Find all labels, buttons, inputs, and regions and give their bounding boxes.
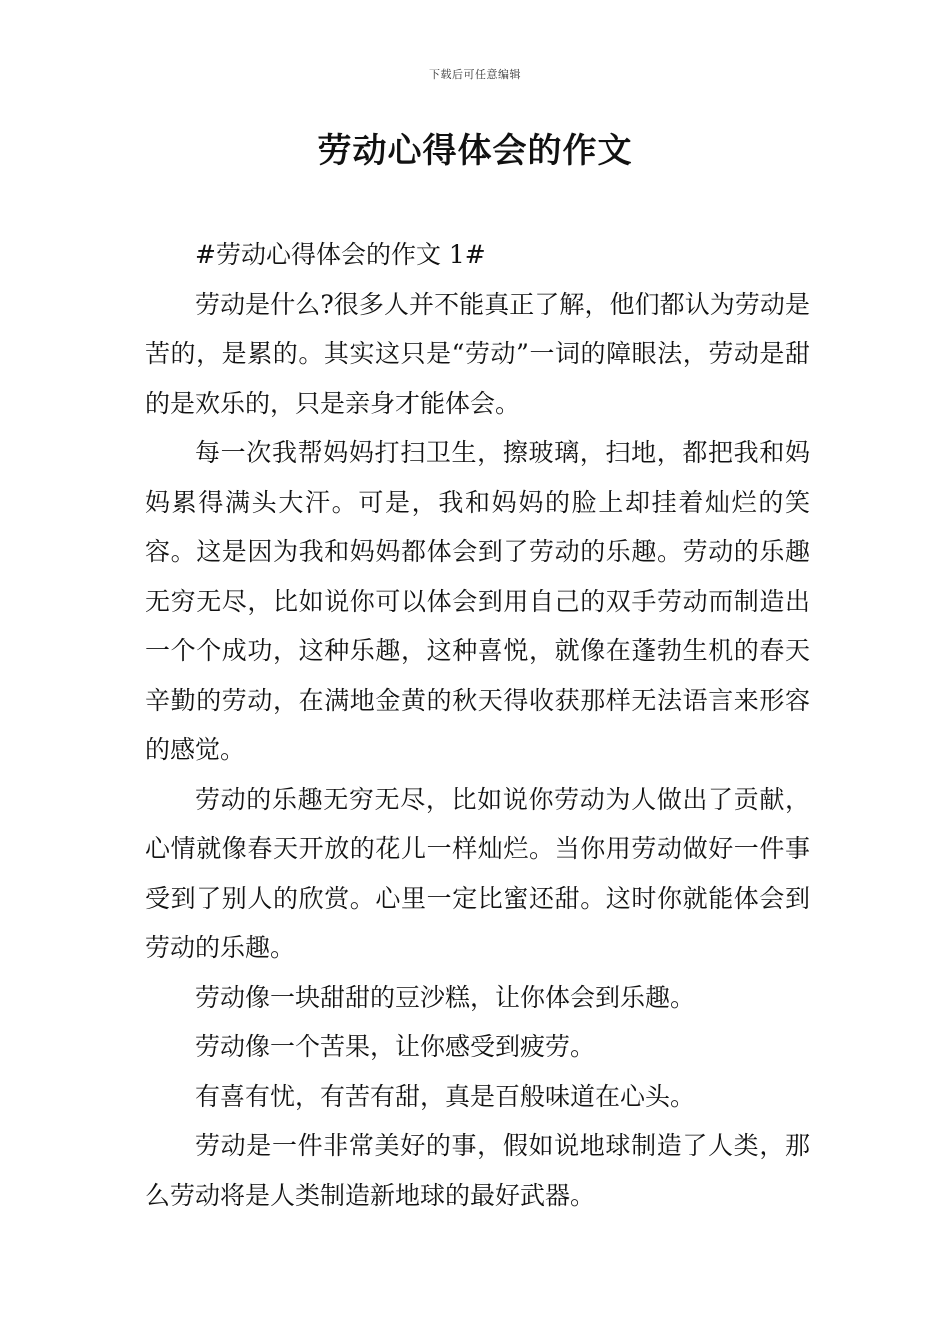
paragraph: 劳动像一个苦果，让你感受到疲劳。 xyxy=(195,1032,596,1061)
document-body xyxy=(145,230,810,1220)
paragraph: 劳动的乐趣无穷无尽，比如说你劳动为人做出了贡献，心情就像春天开放的花儿一样灿烂。当你用劳动做好一件事受到了别人的欣赏。心里一定比蜜还甜。这时你就能体会到劳动的乐趣。 xyxy=(145,784,810,962)
paragraph: 劳动是什么?很多人并不能真正了解，他们都认为劳动是苦的，是累的。其实这只是“劳动”一词的障眼法，劳动是甜的是欢乐的，只是亲身才能体会。 xyxy=(145,289,810,418)
section-heading: #劳动心得体会的作文 1# xyxy=(195,240,486,269)
paragraph: 劳动像一块甜甜的豆沙糕，让你体会到乐趣。 xyxy=(195,982,696,1012)
document-title: 劳动心得体会的作文 xyxy=(317,131,633,171)
paragraph: 有喜有忧，有苦有甜，真是百般味道在心头。 xyxy=(195,1081,696,1111)
paragraph: 劳动是一件非常美好的事，假如说地球制造了人类，那么劳动将是人类制造新地球的最好武器。 xyxy=(145,1131,810,1210)
paragraph: 每一次我帮妈妈打扫卫生，擦玻璃，扫地，都把我和妈妈累得满头大汗。可是，我和妈妈的脸上却挂着灿烂的笑容。这是因为我和妈妈都体会到了劳动的乐趣。劳动的乐趣无穷无尽，比如说你可以体会到用自己的双手劳动而制造出一个个成功，这种乐趣，这种喜悦，就像在蓬勃生机的春天辛勤的劳动，在满地金黄的秋天得收获那样无法语言来形容的感觉。 xyxy=(145,438,810,764)
header-note: 下载后可任意编辑 xyxy=(429,68,521,81)
